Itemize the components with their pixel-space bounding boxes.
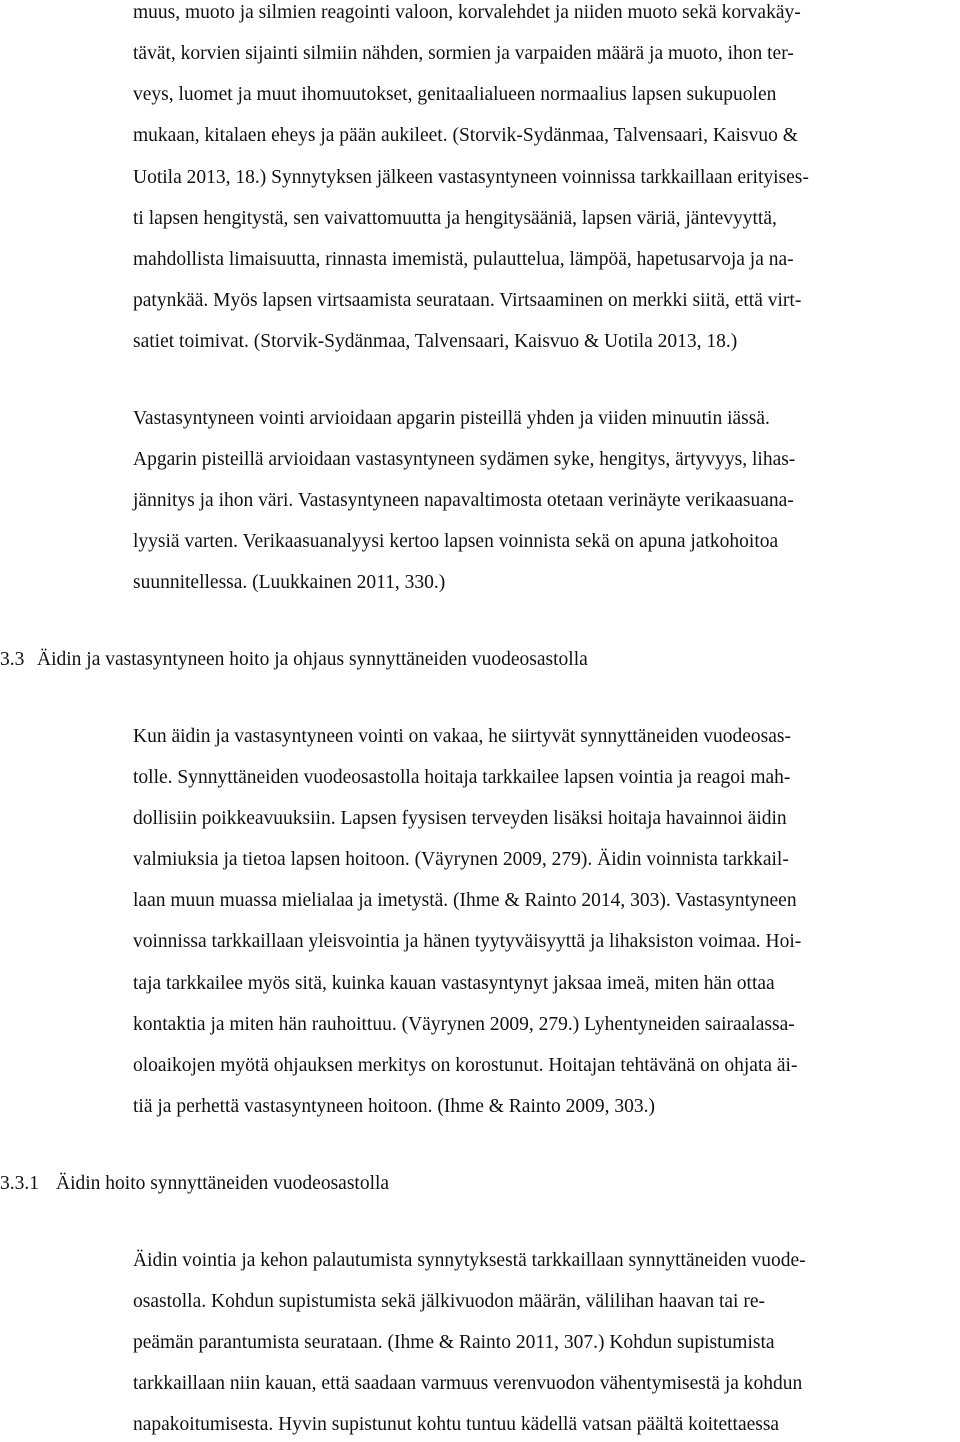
text-line: patynkää. Myös lapsen virtsaamista seurataan. Virtsaaminen on merkki siitä, että virt- (133, 290, 802, 311)
text-line: mukaan, kitalaen eheys ja pään aukileet. (Storvik-Sydänmaa, Talvensaari, Kaisvuo & (133, 125, 798, 146)
text-line: Vastasyntyneen vointi arvioidaan apgarin pisteillä yhden ja viiden minuutin iässä. (133, 408, 770, 429)
text-line: tarkkaillaan niin kauan, että saadaan varmuus verenvuodon vähentymisestä ja kohdun (133, 1373, 803, 1394)
text-line: suunnitellessa. (Luukkainen 2011, 330.) (133, 572, 446, 593)
text-line: tävät, korvien sijainti silmiin nähden, sormien ja varpaiden määrä ja muoto, ihon ter- (133, 43, 794, 64)
text-line: tiä ja perhettä vastasyntyneen hoitoon. (Ihme & Rainto 2009, 303.) (133, 1096, 656, 1117)
section-number: 3.3 (0, 649, 25, 670)
text-line: Äidin vointia ja kehon palautumista synnytyksestä tarkkaillaan synnyttäneiden vuode- (133, 1250, 806, 1271)
text-line: valmiuksia ja tietoa lapsen hoitoon. (Väyrynen 2009, 279). Äidin voinnista tarkkail- (133, 849, 789, 870)
text-line: jännitys ja ihon väri. Vastasyntyneen napavaltimosta otetaan verinäyte verikaasuana- (133, 490, 794, 511)
text-line: dollisiin poikkeavuuksiin. Lapsen fyysisen terveyden lisäksi hoitaja havainnoi äidin (133, 808, 787, 829)
text-line: kontaktia ja miten hän rauhoittuu. (Väyrynen 2009, 279.) Lyhentyneiden sairaalassa- (133, 1014, 795, 1035)
text-line: lyysiä varten. Verikaasuanalyysi kertoo lapsen voinnista sekä on apuna jatkohoitoa (133, 531, 779, 552)
text-line: tolle. Synnyttäneiden vuodeosastolla hoitaja tarkkailee lapsen vointia ja reagoi mah- (133, 767, 791, 788)
text-line: napakoitumisesta. Hyvin supistunut kohtu tuntuu kädellä vatsan päältä koitettaessa (133, 1414, 780, 1435)
text-line: muus, muoto ja silmien reagointi valoon, korvalehdet ja niiden muoto sekä korvakäy- (133, 2, 801, 23)
text-line: peämän parantumista seurataan. (Ihme & Rainto 2011, 307.) Kohdun supistumista (133, 1332, 775, 1353)
text-line: Uotila 2013, 18.) Synnytyksen jälkeen vastasyntyneen voinnissa tarkkaillaan erityises- (133, 167, 809, 188)
text-line: Apgarin pisteillä arvioidaan vastasyntyneen sydämen syke, hengitys, ärtyvyys, lihas- (133, 449, 796, 470)
text-line: satiet toimivat. (Storvik-Sydänmaa, Talvensaari, Kaisvuo & Uotila 2013, 18.) (133, 331, 738, 352)
text-line: mahdollista limaisuutta, rinnasta imemistä, pulauttelua, lämpöä, hapetusarvoja ja na- (133, 249, 794, 270)
text-line: oloaikojen myötä ohjauksen merkitys on korostunut. Hoitajan tehtävänä on ohjata äi- (133, 1055, 798, 1076)
section-heading (0, 648, 588, 672)
subsection-title: Äidin hoito synnyttäneiden vuodeosastolla (56, 1173, 390, 1194)
text-line: taja tarkkailee myös sitä, kuinka kauan vastasyntynyt jaksaa imeä, miten hän ottaa (133, 973, 775, 994)
text-line: Kun äidin ja vastasyntyneen vointi on vakaa, he siirtyvät synnyttäneiden vuodeosas- (133, 726, 791, 747)
text-line: laan muun muassa mielialaa ja imetystä. (Ihme & Rainto 2014, 303). Vastasyntyneen (133, 890, 797, 911)
text-line: osastolla. Kohdun supistumista sekä jälkivuodon määrän, välilihan haavan tai re- (133, 1291, 765, 1312)
text-line: veys, luomet ja muut ihomuutokset, genitaalialueen normaalius lapsen sukupuolen (133, 84, 777, 105)
text-line: voinnissa tarkkaillaan yleisvointia ja hänen tyytyväisyyttä ja lihaksiston voimaa. Hoi- (133, 931, 802, 952)
text-line: ti lapsen hengitystä, sen vaivattomuutta ja hengitysääniä, lapsen väriä, jäntevyyttä, (133, 208, 777, 229)
subsection-heading (0, 1172, 389, 1196)
section-title: Äidin ja vastasyntyneen hoito ja ohjaus synnyttäneiden vuodeosastolla (37, 649, 588, 670)
subsection-number: 3.3.1 (0, 1173, 39, 1194)
